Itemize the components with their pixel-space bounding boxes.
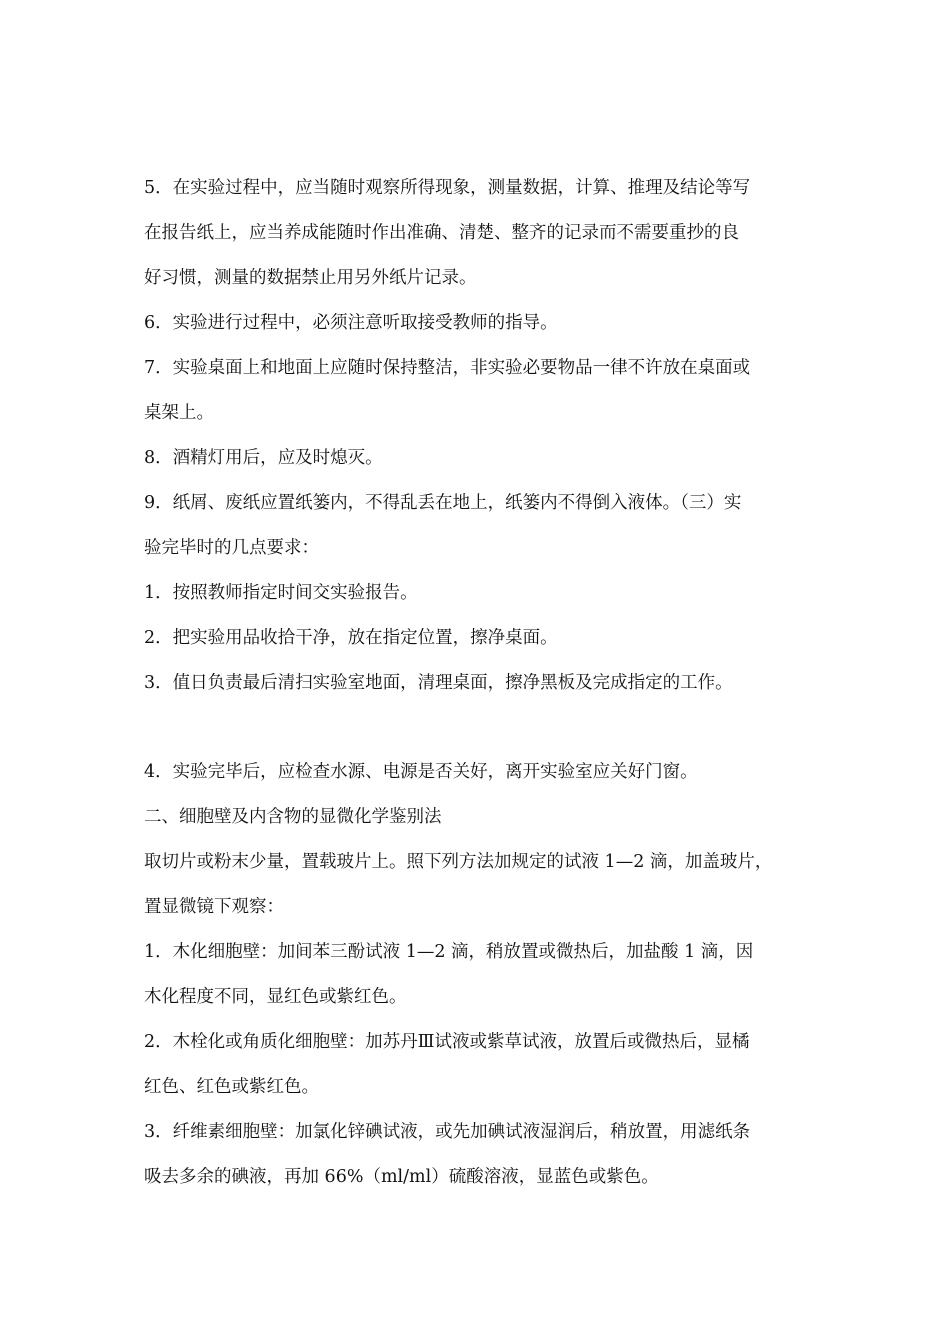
text-line: 在报告纸上，应当养成能随时作出准确、清楚、整齐的记录而不需要重抄的良 [144, 223, 739, 243]
document-body [144, 166, 812, 1200]
text-line: 验完毕时的几点要求： [144, 538, 319, 558]
text-line: 桌架上。 [144, 403, 214, 423]
text-line: 9．纸屑、废纸应置纸篓内，不得乱丢在地上，纸篓内不得倒入液体。（三）实 [144, 493, 742, 513]
text-line: 5．在实验过程中，应当随时观察所得现象，测量数据，计算、推理及结论等写 [144, 178, 751, 198]
text-line: 木化程度不同，显红色或紫红色。 [144, 987, 407, 1007]
text-line: 1．木化细胞壁：加间苯三酚试液 1—2 滴，稍放置或微热后，加盐酸 1 滴，因 [144, 942, 754, 962]
text-line: 6．实验进行过程中，必须注意听取接受教师的指导。 [144, 313, 558, 333]
text-line: 吸去多余的碘液，再加 66%（ml/ml）硫酸溶液，显蓝色或紫色。 [144, 1167, 659, 1187]
text-line: 好习惯，测量的数据禁止用另外纸片记录。 [144, 268, 477, 288]
text-line: 4．实验完毕后，应检查水源、电源是否关好，离开实验室应关好门窗。 [144, 762, 698, 782]
text-line: 7．实验桌面上和地面上应随时保持整洁，非实验必要物品一律不许放在桌面或 [144, 358, 751, 378]
text-line: 红色、红色或紫红色。 [144, 1077, 319, 1097]
text-line: 2．木栓化或角质化细胞壁：加苏丹Ⅲ试液或紫草试液，放置后或微热后，显橘 [144, 1032, 750, 1052]
section-heading: 二、细胞壁及内含物的显微化学鉴别法 [144, 807, 442, 827]
text-line: 取切片或粉末少量，置载玻片上。照下列方法加规定的试液 1—2 滴，加盖玻片， [144, 852, 773, 872]
text-line: 3．纤维素细胞壁：加氯化锌碘试液，或先加碘试液湿润后，稍放置，用滤纸条 [144, 1122, 751, 1142]
text-line: 2．把实验用品收拾干净，放在指定位置，擦净桌面。 [144, 628, 558, 648]
text-line: 1．按照教师指定时间交实验报告。 [144, 583, 418, 603]
text-line: 3．值日负责最后清扫实验室地面，清理桌面，擦净黑板及完成指定的工作。 [144, 673, 733, 693]
blank-line [144, 706, 812, 750]
text-line: 8．酒精灯用后，应及时熄灭。 [144, 448, 383, 468]
text-line: 置显微镜下观察： [144, 897, 284, 917]
